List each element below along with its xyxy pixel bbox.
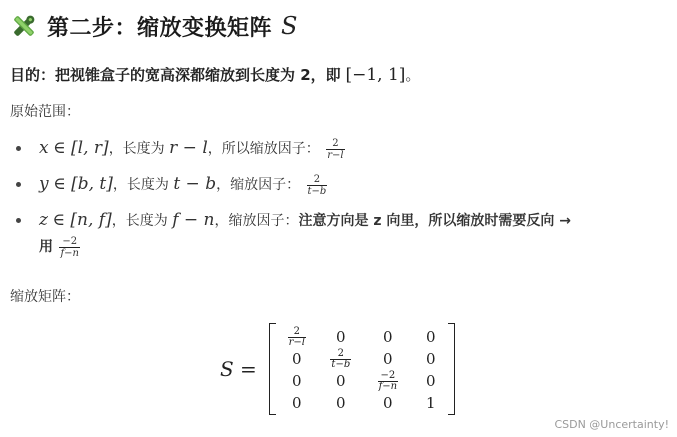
item-factor-text: ，缩放因子：	[216, 177, 301, 193]
scale-factor-fraction: $\frac{-2}{f-n}$	[60, 235, 79, 259]
item-length-text: ，长度为	[111, 213, 168, 229]
matrix-cell: 0	[426, 350, 436, 368]
item-length-expr: t − b	[173, 174, 217, 194]
direction-note-prefix: 用	[39, 239, 53, 255]
matrix-cell: 0	[336, 372, 346, 390]
item-length-text: ，长度为	[112, 177, 169, 193]
scale-factor-fraction: $\frac{2}{t-b}$	[307, 173, 327, 197]
matrix-cell: 0	[292, 394, 302, 412]
item-var: z	[39, 210, 48, 230]
direction-note: 注意方向是 z 向里，所以缩放时需要反向 →	[298, 213, 571, 229]
scale-matrix-equation	[220, 323, 455, 415]
matrix-cell: 1	[426, 394, 436, 412]
matrix-label: 缩放矩阵：	[10, 289, 80, 305]
item-interval: [l, r]	[71, 138, 109, 158]
watermark: CSDN @Uncertainty!	[554, 418, 669, 431]
item-interval: [n, f]	[70, 210, 112, 230]
item-factor-text: ，所以缩放因子：	[207, 141, 320, 157]
goal-range: [−1, 1]	[345, 65, 406, 85]
list-item: z ∈ [n, f]，长度为 f − n，缩放因子：注意方向是 z 向里，所以缩放时需要反向 → 用 $\frac{-2}{f-n}$	[16, 208, 666, 259]
matrix-cell: $\frac{-2}{f-n}$	[378, 369, 398, 392]
matrix-cell: 0	[426, 328, 436, 346]
matrix-cell: $\frac{2}{t-b}$	[331, 347, 351, 370]
matrix-cell: 0	[383, 328, 393, 346]
matrix-cell: $\frac{2}{r-l}$	[288, 325, 305, 348]
scale-factor-fraction: $\frac{2}{r-l}$	[327, 137, 344, 161]
item-length-text: ，长度为	[108, 141, 165, 157]
bullet-dot	[16, 146, 21, 151]
scale-matrix	[269, 323, 455, 415]
item-length-expr: f − n	[172, 210, 215, 230]
matrix-cell: 0	[336, 328, 346, 346]
bullet-dot	[16, 218, 21, 223]
list-item: x ∈ [l, r]，长度为 r − l，所以缩放因子： $\frac{2}{r-l}$	[16, 136, 666, 161]
goal-statement	[10, 64, 420, 85]
matrix-cell: 0	[383, 394, 393, 412]
item-length-expr: r − l	[169, 138, 208, 158]
original-range-label: 原始范围：	[10, 104, 80, 120]
goal-end: 。	[405, 66, 421, 84]
matrix-cell: 0	[292, 350, 302, 368]
item-factor-text: ，缩放因子：	[214, 213, 299, 229]
matrix-cell: 0	[292, 372, 302, 390]
matrix-lhs: S =	[220, 357, 257, 381]
title-variable: S	[281, 12, 298, 40]
list-item: y ∈ [b, t]，长度为 t − b，缩放因子： $\frac{2}{t-b}$	[16, 172, 666, 197]
goal-text: 把视锥盒子的宽高深都缩放到长度为 2，即	[55, 66, 341, 84]
item-var: y	[39, 174, 49, 194]
matrix-cell: 0	[426, 372, 436, 390]
item-var: x	[39, 138, 49, 158]
wrench-cross-icon	[10, 12, 38, 40]
item-interval: [b, t]	[71, 174, 113, 194]
section-heading	[10, 8, 297, 44]
bullet-dot	[16, 182, 21, 187]
matrix-cell: 0	[336, 394, 346, 412]
matrix-cell: 0	[383, 350, 393, 368]
page-title: 第二步：缩放变换矩阵	[47, 15, 273, 41]
goal-lead: 目的：	[10, 66, 56, 84]
